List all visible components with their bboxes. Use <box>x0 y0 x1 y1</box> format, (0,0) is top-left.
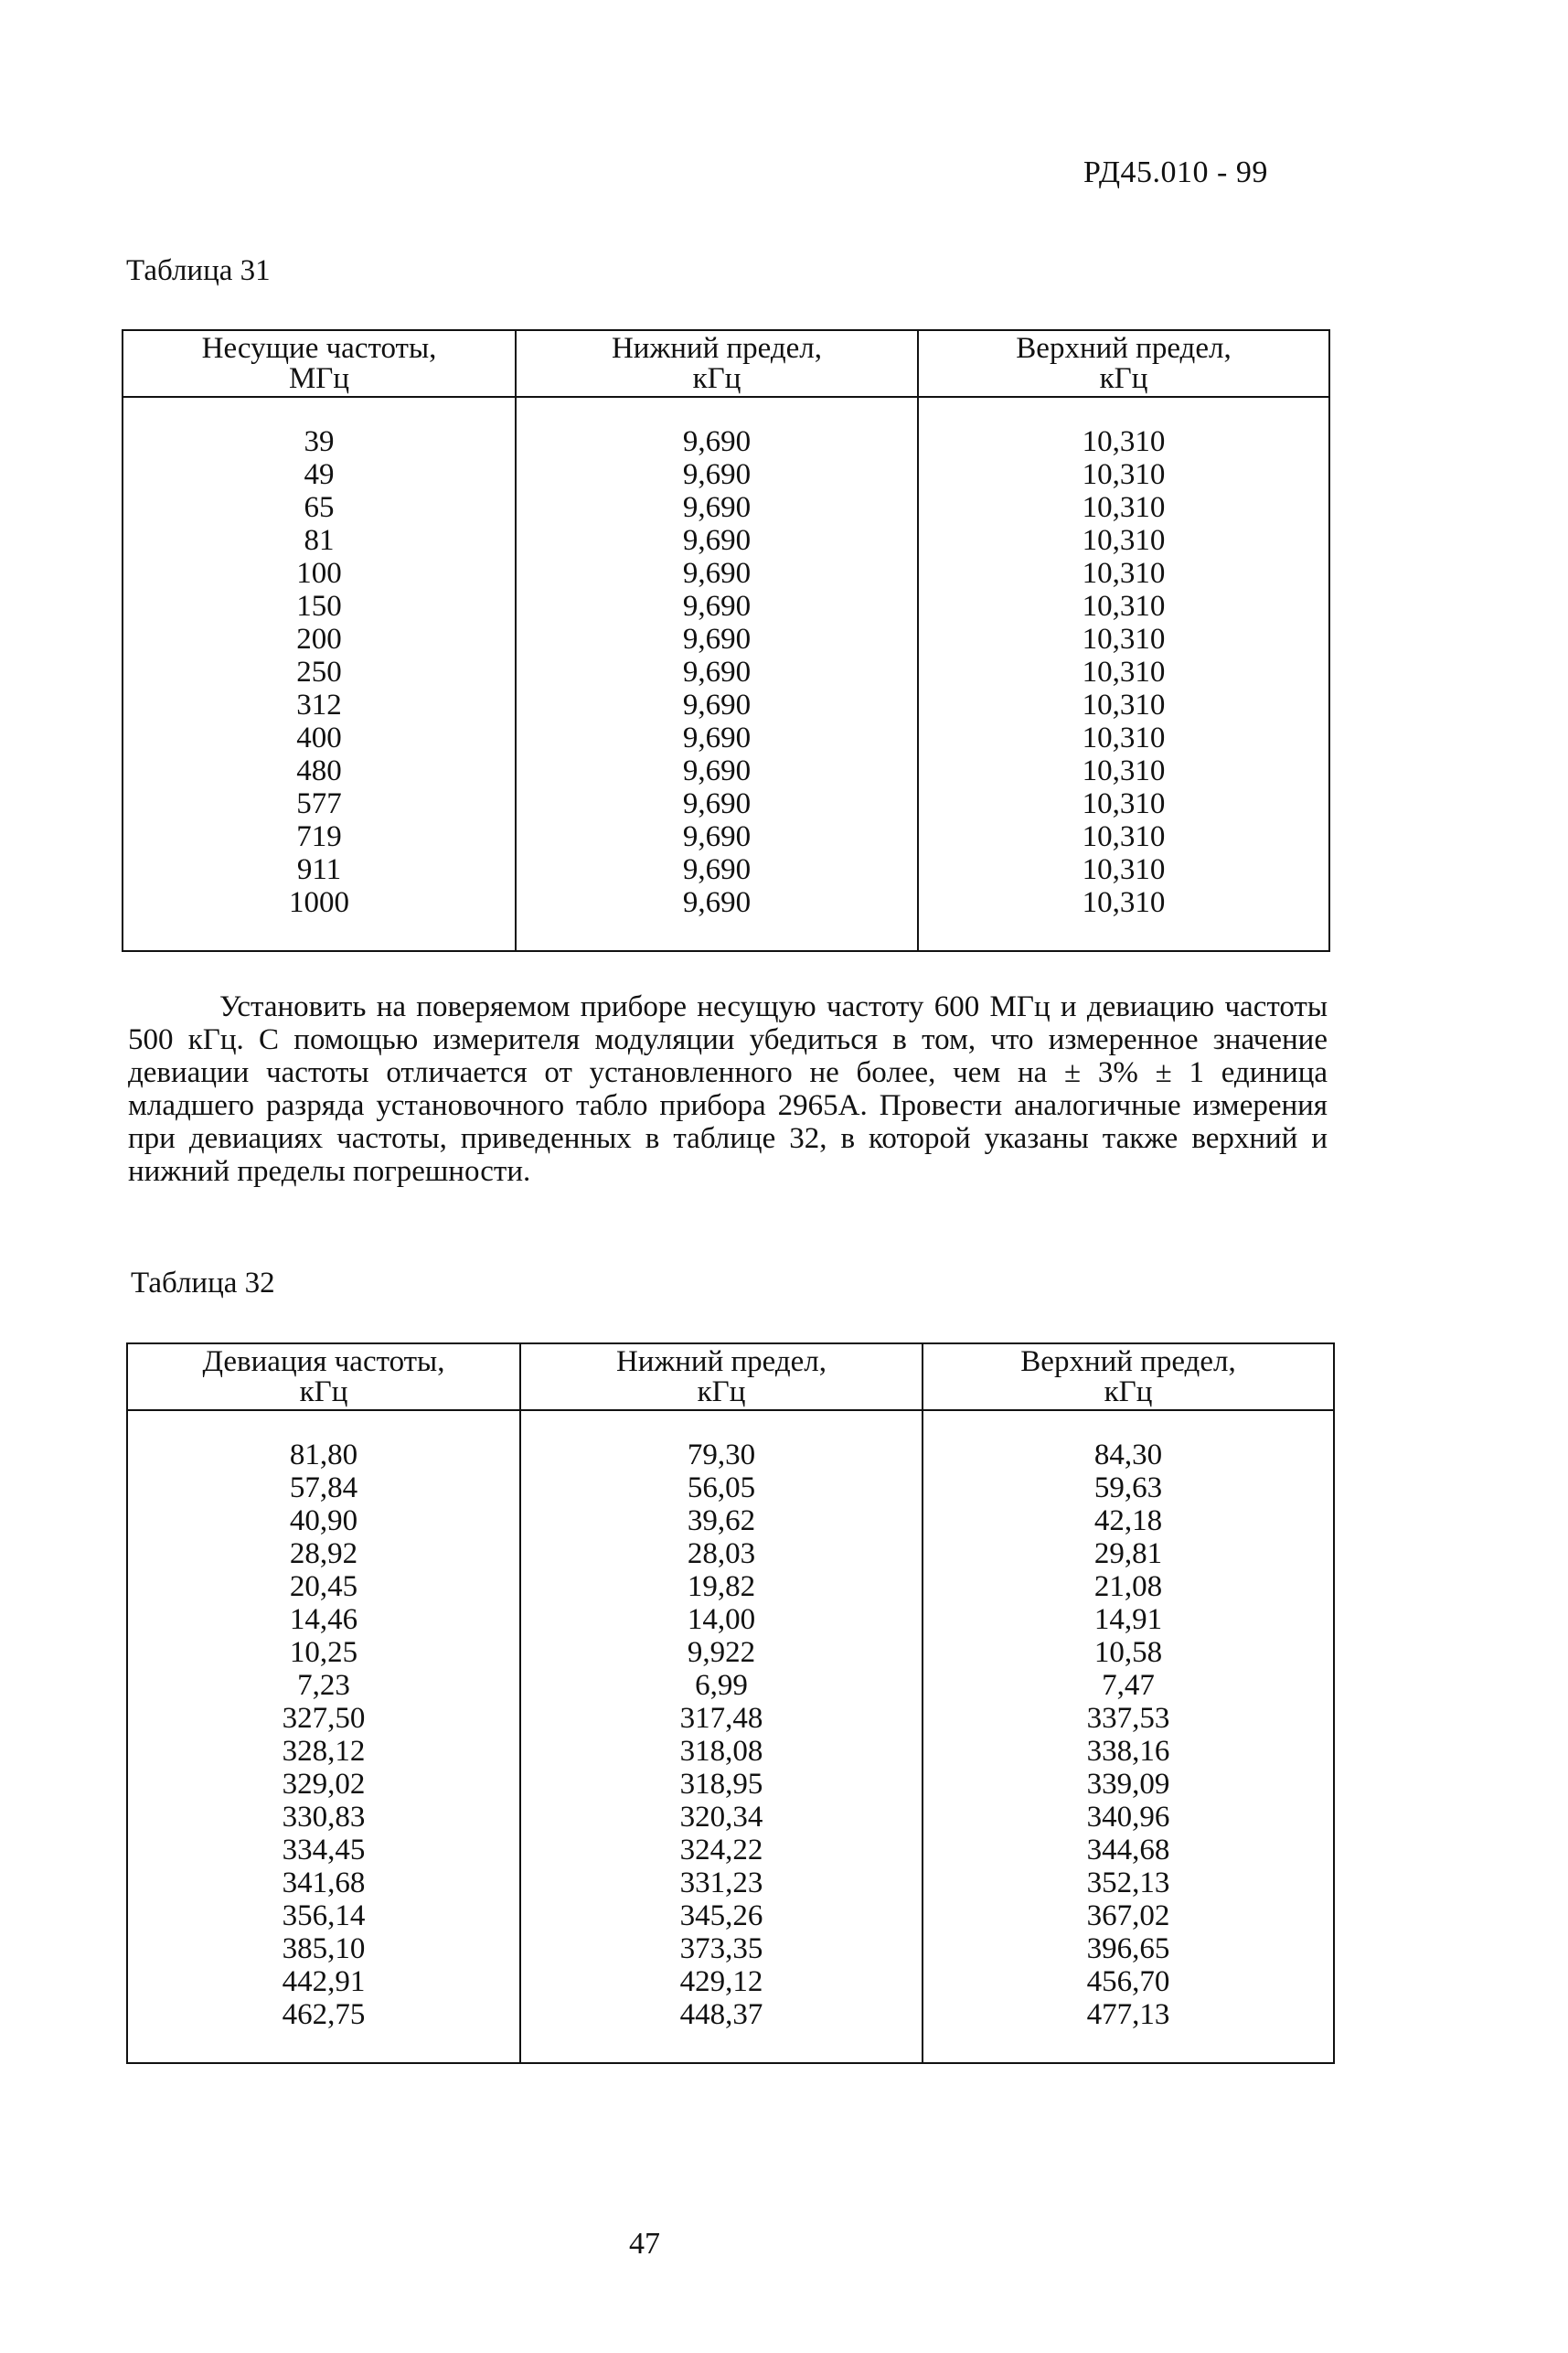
table-32-header <box>127 1343 1334 1410</box>
table-cell: 79,30 <box>520 1439 923 1471</box>
table-32 <box>126 1342 1335 2064</box>
table-cell: 10,310 <box>918 491 1329 524</box>
table-row <box>123 722 1329 754</box>
table-cell: 39,62 <box>520 1504 923 1537</box>
column-header <box>127 1343 520 1410</box>
column-header-line: кГц <box>1099 361 1148 395</box>
table-cell: 10,310 <box>918 656 1329 689</box>
table-cell: 327,50 <box>127 1702 520 1735</box>
table-cell: 9,690 <box>516 524 918 557</box>
table-cell: 328,12 <box>127 1735 520 1768</box>
table-row <box>123 623 1329 656</box>
table-row <box>123 425 1329 458</box>
column-header-line: Девиация частоты, <box>202 1344 445 1378</box>
table-cell: 10,58 <box>923 1636 1334 1669</box>
table-cell: 341,68 <box>127 1866 520 1899</box>
column-header <box>923 1343 1334 1410</box>
column-header-line: Верхний предел, <box>1016 331 1232 365</box>
table-cell: 344,68 <box>923 1834 1334 1866</box>
table-cell: 456,70 <box>923 1965 1334 1998</box>
table-cell: 40,90 <box>127 1504 520 1537</box>
spacer-row <box>123 919 1329 951</box>
table-cell: 337,53 <box>923 1702 1334 1735</box>
table-cell: 329,02 <box>127 1768 520 1801</box>
table-cell: 7,23 <box>127 1669 520 1702</box>
table-cell: 19,82 <box>520 1570 923 1603</box>
column-header-line: Нижний предел, <box>611 331 823 365</box>
column-header-line: Несущие частоты, <box>201 331 437 365</box>
table-cell: 65 <box>123 491 516 524</box>
table-cell: 10,310 <box>918 689 1329 722</box>
table-cell: 10,310 <box>918 754 1329 787</box>
table-32-body <box>127 1410 1334 2063</box>
table-cell: 9,690 <box>516 425 918 458</box>
table-cell: 480 <box>123 754 516 787</box>
column-header <box>520 1343 923 1410</box>
table-row <box>127 1998 1334 2031</box>
instruction-paragraph: Установить на поверяемом приборе несущую частоту 600 МГц и девиацию частоты 500 кГц. С помощью измерителя модуляции убедиться в том, что измеренное значение девиации частоты отличается от установленного не более, чем на ± 3% ± 1 единица младшего разряда установочного табло прибора 2965А. Провести аналогичные измерения при девиациях частоты, приведенных в таблице 32, в которой указаны также верхний и нижний пределы погрешности. <box>128 990 1328 1188</box>
table-cell: 477,13 <box>923 1998 1334 2031</box>
table-row <box>127 1603 1334 1636</box>
table-cell: 318,95 <box>520 1768 923 1801</box>
table-cell: 373,35 <box>520 1932 923 1965</box>
table-cell: 10,310 <box>918 853 1329 886</box>
table-cell: 42,18 <box>923 1504 1334 1537</box>
column-header-line: кГц <box>692 361 741 395</box>
table-cell: 150 <box>123 590 516 623</box>
table-cell: 59,63 <box>923 1471 1334 1504</box>
table-cell: 9,690 <box>516 820 918 853</box>
table-row <box>127 1636 1334 1669</box>
table-row <box>127 1801 1334 1834</box>
table-cell: 352,13 <box>923 1866 1334 1899</box>
table-cell: 10,25 <box>127 1636 520 1669</box>
table-row <box>123 820 1329 853</box>
table-cell: 324,22 <box>520 1834 923 1866</box>
table-cell: 448,37 <box>520 1998 923 2031</box>
table-cell: 9,922 <box>520 1636 923 1669</box>
table-cell: 400 <box>123 722 516 754</box>
document-code: РД45.010 - 99 <box>1083 155 1268 189</box>
table-row <box>127 1866 1334 1899</box>
column-header-line: кГц <box>697 1374 746 1408</box>
table-cell: 9,690 <box>516 458 918 491</box>
table-cell: 14,91 <box>923 1603 1334 1636</box>
table-cell: 10,310 <box>918 623 1329 656</box>
table-cell: 911 <box>123 853 516 886</box>
table-cell: 330,83 <box>127 1801 520 1834</box>
table-cell: 20,45 <box>127 1570 520 1603</box>
table-cell: 29,81 <box>923 1537 1334 1570</box>
table-cell: 100 <box>123 557 516 590</box>
table-cell: 28,03 <box>520 1537 923 1570</box>
table-cell: 10,310 <box>918 425 1329 458</box>
table-row <box>123 458 1329 491</box>
table-cell: 429,12 <box>520 1965 923 1998</box>
table-cell: 1000 <box>123 886 516 919</box>
table-cell: 10,310 <box>918 557 1329 590</box>
table-row <box>127 1932 1334 1965</box>
table-cell: 10,310 <box>918 787 1329 820</box>
table-cell: 10,310 <box>918 524 1329 557</box>
column-header <box>123 330 516 397</box>
spacer-row <box>123 397 1329 425</box>
table-row <box>123 787 1329 820</box>
table-cell: 719 <box>123 820 516 853</box>
table-cell: 7,47 <box>923 1669 1334 1702</box>
table-cell: 334,45 <box>127 1834 520 1866</box>
table-cell: 6,99 <box>520 1669 923 1702</box>
table-cell: 9,690 <box>516 689 918 722</box>
table-cell: 385,10 <box>127 1932 520 1965</box>
table-cell: 9,690 <box>516 491 918 524</box>
table-cell: 49 <box>123 458 516 491</box>
table-cell: 10,310 <box>918 590 1329 623</box>
table-cell: 312 <box>123 689 516 722</box>
table-row <box>127 1471 1334 1504</box>
table-row <box>123 590 1329 623</box>
table-row <box>127 1669 1334 1702</box>
table-cell: 10,310 <box>918 820 1329 853</box>
page-number: 47 <box>629 2227 660 2261</box>
table-row <box>127 1965 1334 1998</box>
table-cell: 442,91 <box>127 1965 520 1998</box>
table-cell: 577 <box>123 787 516 820</box>
table-31-header <box>123 330 1329 397</box>
table-cell: 462,75 <box>127 1998 520 2031</box>
table-cell: 367,02 <box>923 1899 1334 1932</box>
table-cell: 39 <box>123 425 516 458</box>
table-row <box>123 689 1329 722</box>
table-32-caption: Таблица 32 <box>131 1267 275 1299</box>
header-row <box>127 1343 1334 1410</box>
table-cell: 10,310 <box>918 458 1329 491</box>
table-cell: 339,09 <box>923 1768 1334 1801</box>
table-31 <box>122 329 1330 952</box>
column-header <box>918 330 1329 397</box>
table-cell: 28,92 <box>127 1537 520 1570</box>
table-cell: 9,690 <box>516 754 918 787</box>
table-cell: 10,310 <box>918 722 1329 754</box>
table-cell: 14,46 <box>127 1603 520 1636</box>
column-header-line: кГц <box>299 1374 348 1408</box>
table-cell: 340,96 <box>923 1801 1334 1834</box>
table-row <box>123 886 1329 919</box>
table-cell: 21,08 <box>923 1570 1334 1603</box>
table-cell: 9,690 <box>516 853 918 886</box>
table-row <box>123 557 1329 590</box>
table-row <box>127 1899 1334 1932</box>
table-cell: 81,80 <box>127 1439 520 1471</box>
table-cell: 200 <box>123 623 516 656</box>
table-row <box>127 1504 1334 1537</box>
table-cell: 81 <box>123 524 516 557</box>
table-cell: 10,310 <box>918 886 1329 919</box>
table-row <box>123 754 1329 787</box>
table-row <box>123 853 1329 886</box>
header-row <box>123 330 1329 397</box>
table-row <box>127 1768 1334 1801</box>
table-cell: 9,690 <box>516 623 918 656</box>
table-cell: 396,65 <box>923 1932 1334 1965</box>
column-header-line: Нижний предел, <box>615 1344 827 1378</box>
table-cell: 56,05 <box>520 1471 923 1504</box>
table-cell: 317,48 <box>520 1702 923 1735</box>
table-row <box>127 1735 1334 1768</box>
table-cell: 356,14 <box>127 1899 520 1932</box>
table-cell: 345,26 <box>520 1899 923 1932</box>
table-cell: 318,08 <box>520 1735 923 1768</box>
table-row <box>127 1570 1334 1603</box>
spacer-row <box>127 2031 1334 2063</box>
column-header-line: Верхний предел, <box>1020 1344 1236 1378</box>
table-row <box>127 1537 1334 1570</box>
table-cell: 9,690 <box>516 787 918 820</box>
column-header <box>516 330 918 397</box>
table-cell: 84,30 <box>923 1439 1334 1471</box>
table-cell: 338,16 <box>923 1735 1334 1768</box>
column-header-line: кГц <box>1104 1374 1153 1408</box>
table-row <box>123 656 1329 689</box>
table-cell: 57,84 <box>127 1471 520 1504</box>
table-row <box>127 1702 1334 1735</box>
table-cell: 331,23 <box>520 1866 923 1899</box>
table-row <box>127 1439 1334 1471</box>
table-cell: 320,34 <box>520 1801 923 1834</box>
table-row <box>127 1834 1334 1866</box>
column-header-line: МГц <box>288 361 350 395</box>
table-cell: 9,690 <box>516 590 918 623</box>
table-row <box>123 491 1329 524</box>
table-31-body <box>123 397 1329 951</box>
table-31-caption: Таблица 31 <box>126 254 271 287</box>
table-cell: 9,690 <box>516 722 918 754</box>
table-cell: 250 <box>123 656 516 689</box>
table-row <box>123 524 1329 557</box>
table-cell: 14,00 <box>520 1603 923 1636</box>
table-cell: 9,690 <box>516 886 918 919</box>
spacer-row <box>127 1410 1334 1439</box>
table-cell: 9,690 <box>516 656 918 689</box>
table-cell: 9,690 <box>516 557 918 590</box>
